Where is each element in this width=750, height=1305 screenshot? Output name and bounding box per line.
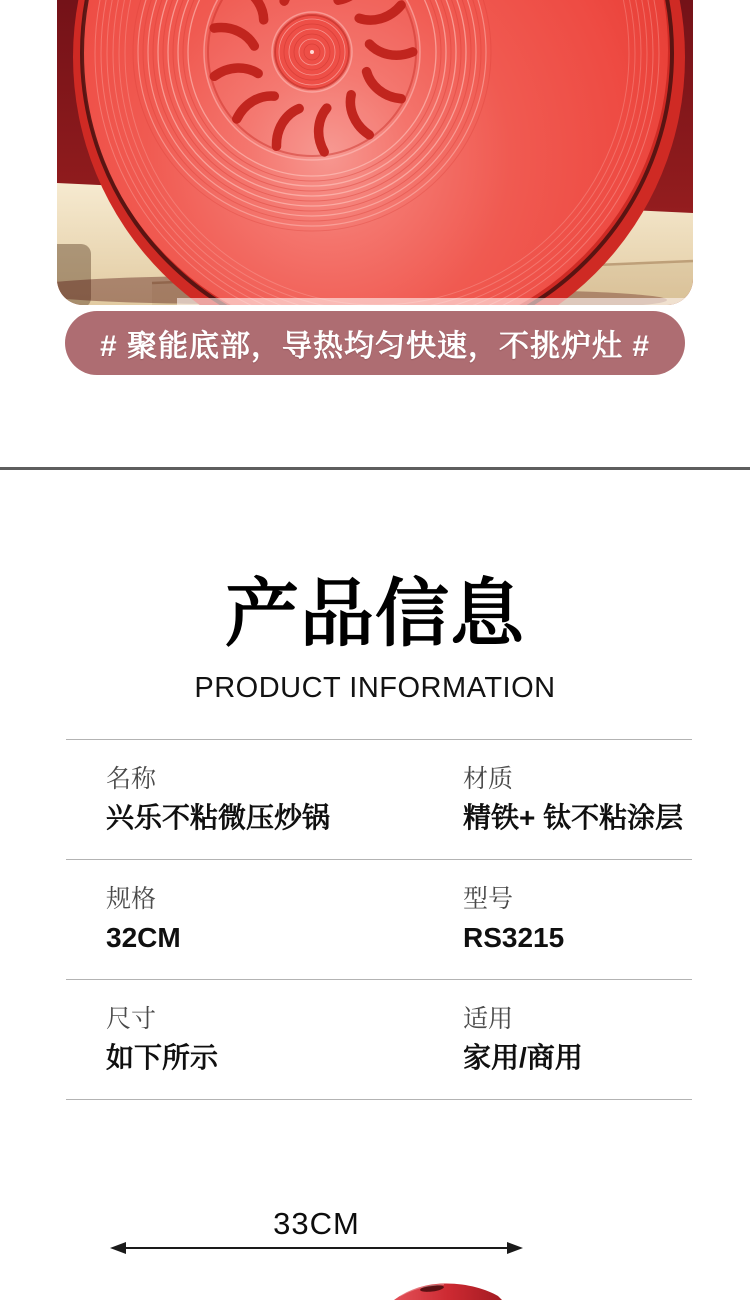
spec-label: 型号 [463,885,514,913]
spec-value: 32CM [106,922,181,953]
spec-cell-size [106,860,181,955]
dimension-arrow [110,1247,523,1250]
feature-caption-banner [65,311,685,375]
spec-value: 家用/商用 [463,1042,583,1073]
section-divider [0,467,750,470]
spec-value: 如下所示 [106,1042,219,1073]
wok-handle-photo [392,1282,504,1300]
spec-cell-name [106,740,330,835]
spec-table [66,739,692,1100]
spec-cell-material [463,740,683,835]
spec-row-size-model [66,859,692,979]
spec-row-name-material [66,739,692,859]
wok-handle-illustration [392,1282,504,1300]
spec-row-dimension-usage [66,979,692,1100]
spec-label: 尺寸 [106,1005,157,1033]
wok-bottom-photo [57,0,693,305]
spec-value: RS3215 [463,922,565,953]
dimension-arrow-line [116,1247,517,1249]
spec-label: 适用 [463,1005,514,1033]
spec-cell-model [463,860,564,955]
pan-center-hub [272,12,352,92]
spec-cell-dimension [106,980,218,1075]
wok-bottom-illustration [57,0,693,305]
spec-label: 材质 [463,765,514,793]
feature-caption-text: # 聚能底部，导热均匀快速，不挑炉灶 # [99,330,651,363]
section-subtitle: PRODUCT INFORMATION [194,672,556,704]
spec-value: 兴乐不粘微压炒锅 [106,802,331,833]
dimension-label: 33CM [273,1206,360,1241]
spec-label: 规格 [106,885,157,913]
spec-label: 名称 [106,765,157,793]
section-title: 产品信息 [225,572,525,655]
arrowhead-right-icon [507,1242,523,1254]
spec-value: 精铁+ 钛不粘涂层 [463,802,684,833]
spec-cell-usage [463,980,583,1075]
